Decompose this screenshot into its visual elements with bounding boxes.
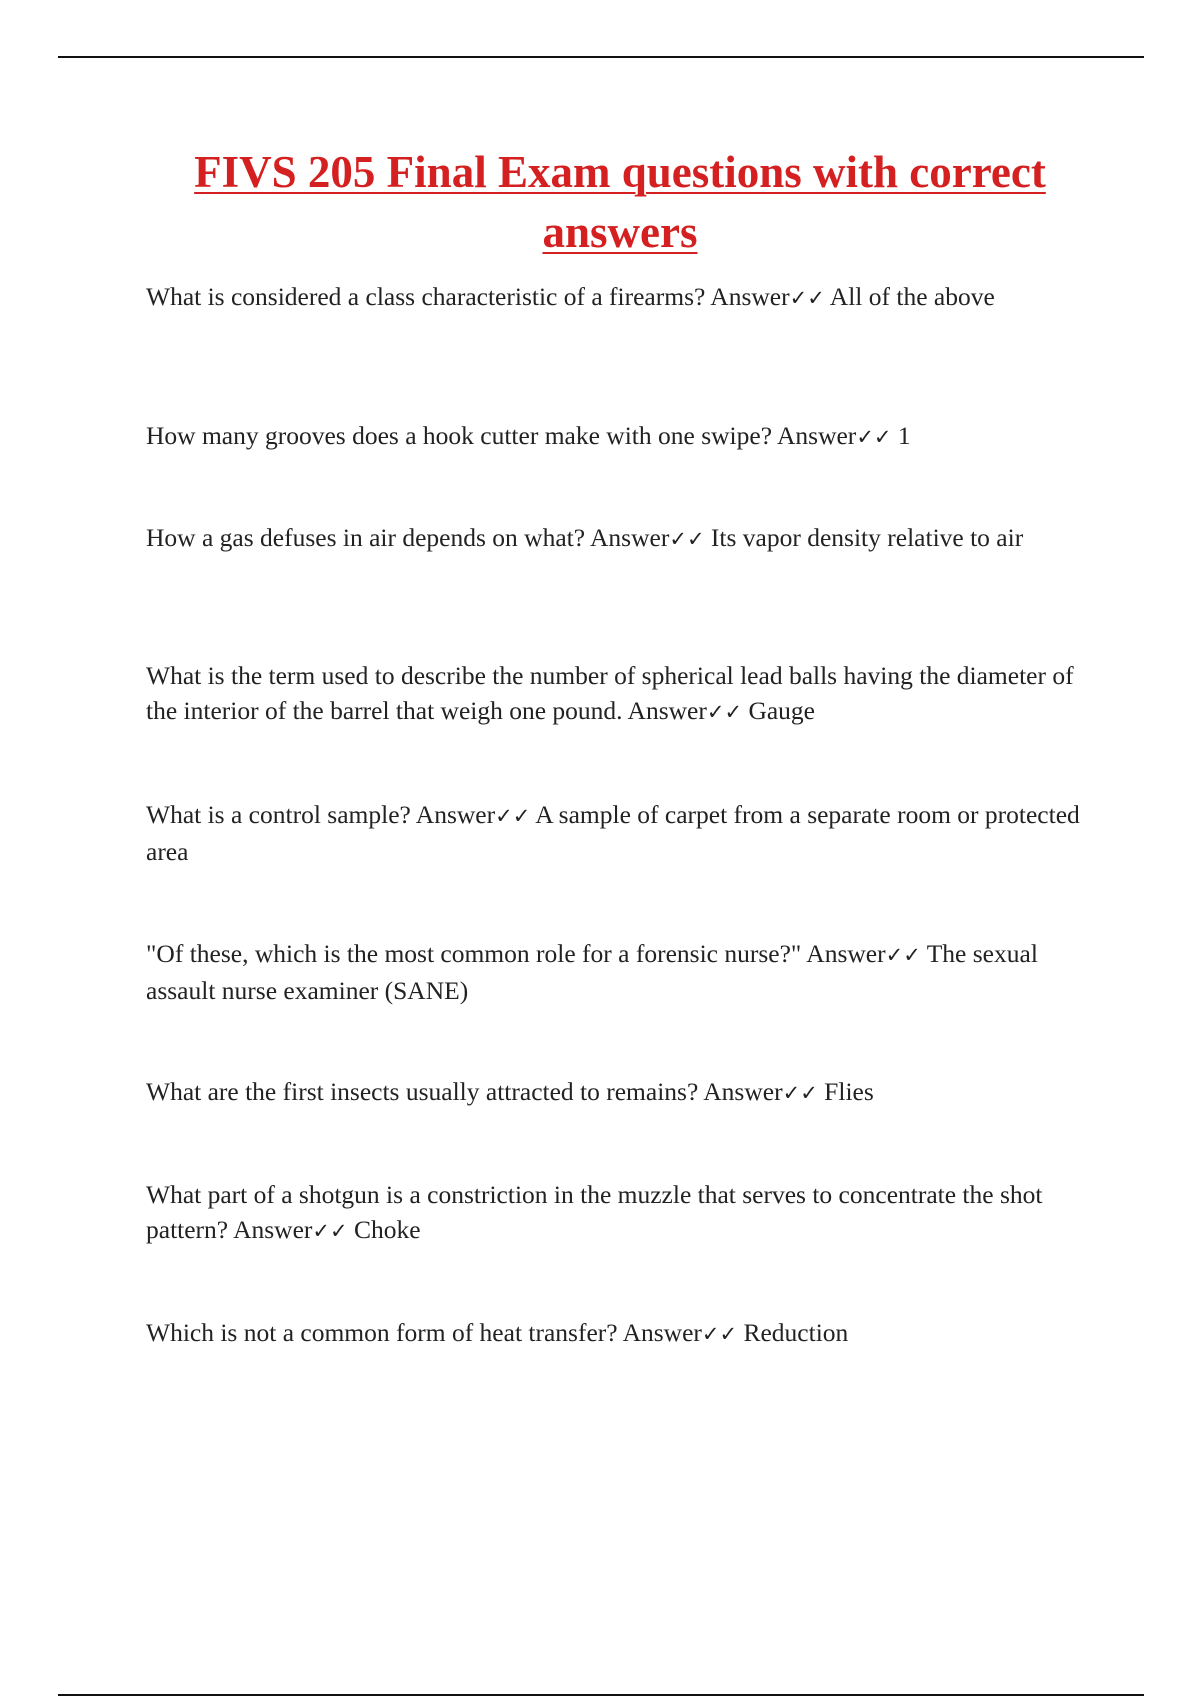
question-text: What part of a shotgun is a constriction in the muzzle that serves to concentrate the shot pattern?	[146, 1180, 1043, 1244]
qa-item-2	[146, 418, 1096, 455]
qa-item-6	[146, 936, 1096, 1008]
answer-label: Answer	[776, 421, 857, 450]
check-marks-icon: ✓✓	[669, 527, 705, 551]
question-text: "Of these, which is the most common role for a forensic nurse?"	[146, 939, 802, 968]
question-text: What is a control sample?	[146, 800, 411, 829]
check-marks-icon: ✓✓	[701, 1322, 738, 1346]
answer-label: Answer	[233, 1215, 313, 1244]
answer-label: Answer	[703, 1077, 783, 1106]
answer-text: The sexual assault nurse examiner (SANE)	[146, 939, 1038, 1005]
answer-label: Answer	[627, 696, 707, 725]
check-marks-icon: ✓✓	[856, 425, 892, 449]
bottom-rule	[58, 1694, 1144, 1696]
qa-item-4	[146, 658, 1096, 730]
answer-label: Answer	[590, 523, 670, 552]
check-marks-icon: ✓✓	[885, 943, 921, 967]
check-marks-icon: ✓✓	[782, 1081, 818, 1105]
question-text: What is the term used to describe the number of spherical lead balls having the diameter of the interior of the barrel that weigh one pound.	[146, 661, 1074, 725]
question-text: How a gas defuses in air depends on what?	[146, 523, 586, 552]
top-rule	[58, 56, 1144, 58]
check-marks-icon: ✓✓	[789, 286, 825, 310]
check-marks-icon: ✓✓	[706, 700, 743, 724]
answer-text: 1	[897, 421, 911, 450]
qa-item-5	[146, 797, 1096, 869]
qa-item-8	[146, 1177, 1096, 1249]
question-text: What is considered a class characteristic of a firearms?	[146, 282, 706, 311]
document-title: FIVS 205 Final Exam questions with correct answers	[194, 147, 1046, 257]
answer-label: Answer	[415, 800, 496, 829]
check-marks-icon: ✓✓	[312, 1219, 348, 1243]
answer-text: Its vapor density relative to air	[710, 523, 1024, 552]
answer-label: Answer	[806, 939, 886, 968]
answer-label: Answer	[622, 1318, 702, 1347]
qa-item-1	[146, 279, 1096, 316]
answer-text: A sample of carpet from a separate room or protected area	[146, 800, 1080, 866]
answer-text: Choke	[354, 1215, 421, 1244]
answer-text: All of the above	[829, 282, 995, 311]
question-text: Which is not a common form of heat transfer?	[146, 1318, 618, 1347]
question-text: How many grooves does a hook cutter make with one swipe?	[146, 421, 773, 450]
qa-item-3	[146, 520, 1096, 557]
answer-text: Reduction	[743, 1318, 849, 1347]
answer-label: Answer	[710, 282, 790, 311]
answer-text: Flies	[824, 1077, 874, 1106]
answer-text: Gauge	[748, 696, 815, 725]
question-text: What are the first insects usually attracted to remains?	[146, 1077, 699, 1106]
check-marks-icon: ✓✓	[495, 804, 531, 828]
qa-item-9	[146, 1315, 1096, 1352]
qa-item-7	[146, 1074, 1096, 1111]
